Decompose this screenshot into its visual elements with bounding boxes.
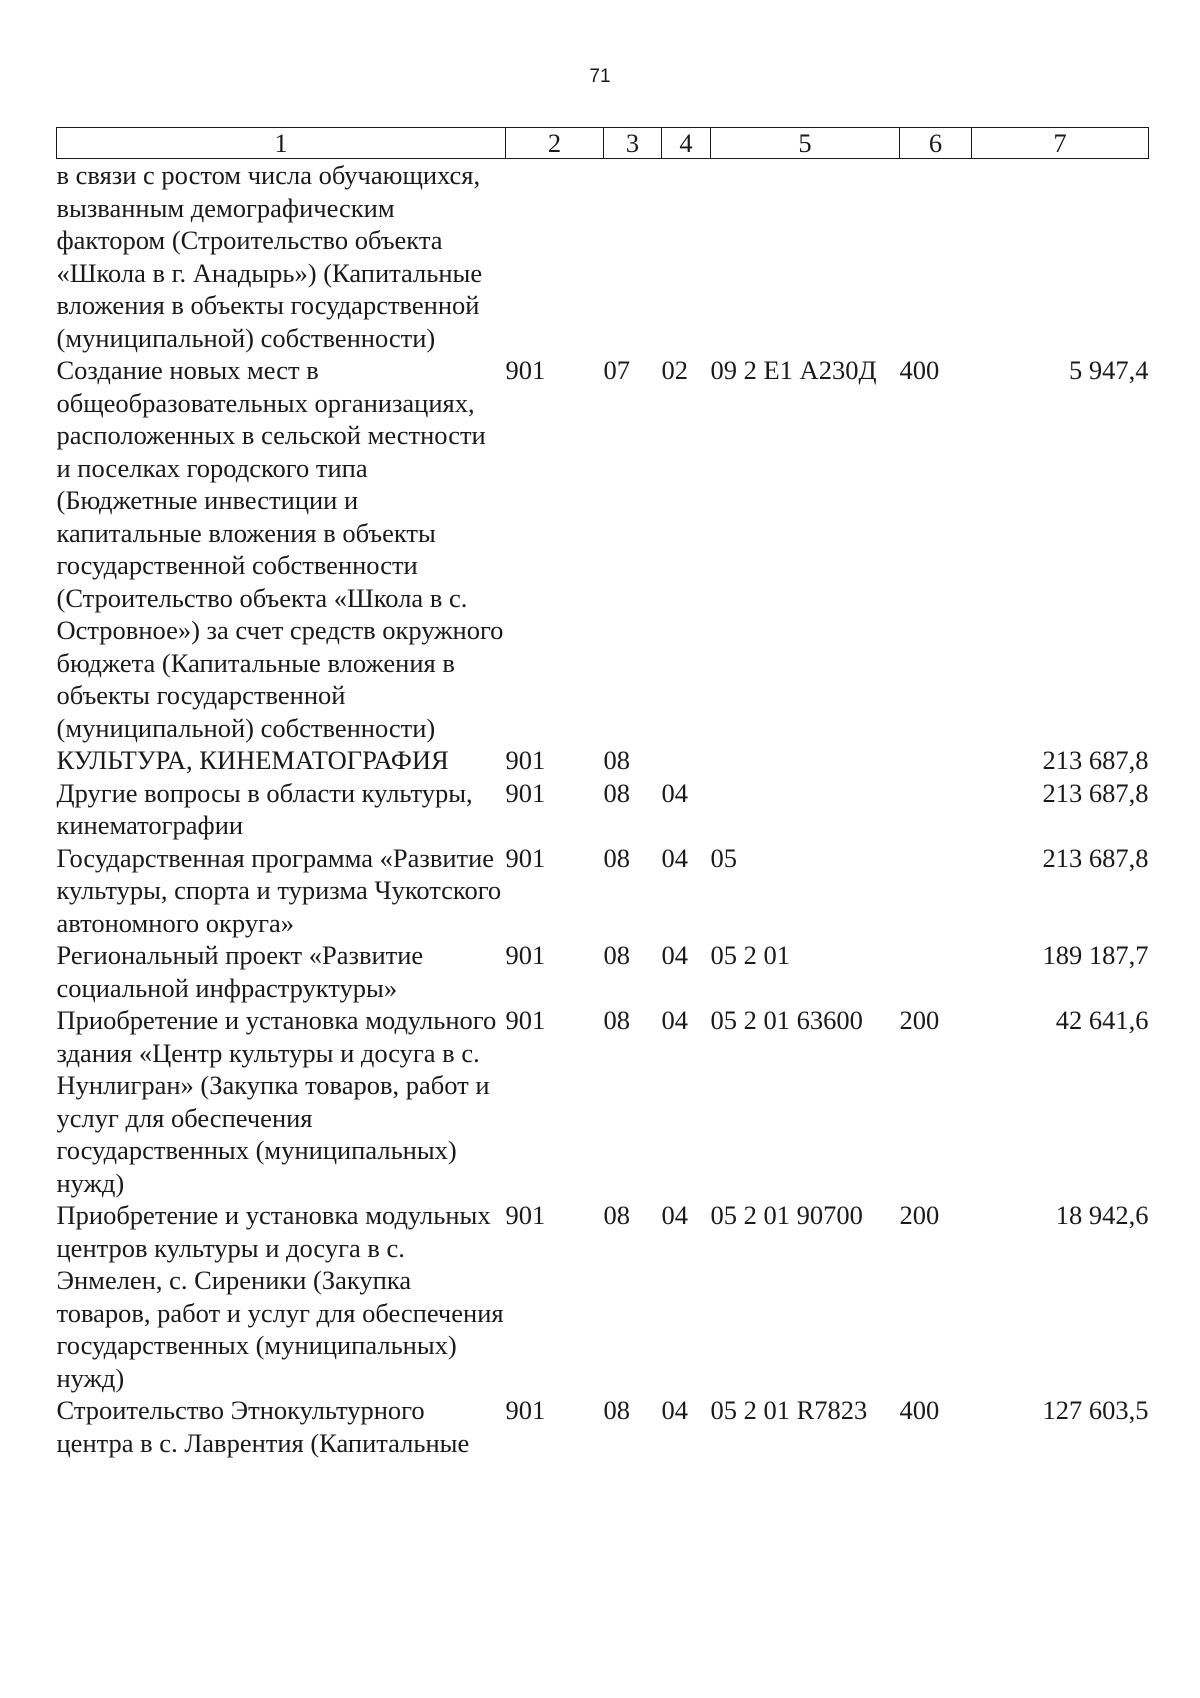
header-col-7: 7: [972, 128, 1149, 159]
row-expense-type: 200: [899, 1200, 940, 1230]
row-target-code: 05 2 01: [710, 940, 790, 970]
row-section-code: 07: [603, 355, 630, 385]
row-subsection-code: 04: [661, 940, 688, 970]
row-target-code: [711, 744, 900, 777]
row-amount: 213 687,8: [1042, 745, 1149, 775]
table-body: [57, 159, 1149, 1460]
row-amount: 42 641,6: [1055, 1005, 1149, 1035]
row-amount: [972, 159, 1149, 355]
table-row: [57, 1199, 1149, 1394]
row-expense-type: 200: [899, 1005, 940, 1035]
header-col-1: 1: [57, 128, 506, 159]
header-col-3: 3: [604, 128, 662, 159]
row-name: в связи с ростом числа обучающихся, вызванным демографическим фактором (Строительство объекта «Школа в г. Анадырь») (Капитальные вложения в объекты государственной (муниципальной) собственности): [56, 160, 483, 353]
row-target-code: 05 2 01 R7823: [710, 1395, 868, 1425]
budget-table: [56, 127, 1149, 1459]
row-name: Государственная программа «Развитие культуры, спорта и туризма Чукотского автономного округа»: [56, 842, 502, 938]
page-number: 71: [589, 66, 611, 87]
table-row: [57, 939, 1149, 1004]
row-name: Приобретение и установка модульного здания «Центр культуры и досуга в с. Нунлигран» (Закупка товаров, работ и услуг для обеспечения государственных (муниципальных) нужд): [56, 1005, 497, 1198]
row-target-code: 05 2 01 63600: [710, 1005, 863, 1035]
row-expense-type: [900, 777, 972, 842]
row-expense-type: [900, 744, 972, 777]
row-ministry-code: 901: [505, 777, 546, 808]
table-row: [57, 159, 1149, 355]
row-section-code: 08: [603, 1200, 630, 1230]
table-row: [57, 354, 1149, 744]
row-amount: 213 687,8: [1042, 777, 1149, 808]
row-subsection-code: 04: [661, 1005, 688, 1035]
row-subsection-code: [662, 159, 711, 355]
row-amount: 189 187,7: [1042, 940, 1149, 970]
header-col-4: 4: [662, 128, 711, 159]
row-name: Приобретение и установка модульных центров культуры и досуга в с. Энмелен, с. Сиреники (Закупка товаров, работ и услуг для обеспечения государственных (муниципальных) нужд): [56, 1200, 504, 1393]
row-subsection-code: [662, 744, 711, 777]
row-ministry-code: 901: [505, 745, 546, 775]
row-name: Другие вопросы в области культуры, кинематографии: [56, 777, 473, 840]
row-target-code: [711, 159, 900, 355]
row-section-code: 08: [603, 940, 630, 970]
row-amount: 5 947,4: [1069, 355, 1149, 385]
row-section-code: 08: [603, 777, 630, 808]
row-ministry-code: 901: [505, 1395, 546, 1425]
row-subsection-code: 04: [661, 842, 688, 873]
header-col-6: 6: [900, 128, 972, 159]
row-subsection-code: 04: [661, 777, 688, 808]
row-target-code: 05 2 01 90700: [710, 1200, 863, 1230]
row-ministry-code: [506, 159, 604, 355]
header-col-2: 2: [506, 128, 604, 159]
row-ministry-code: 901: [505, 355, 546, 385]
row-expense-type: [900, 939, 972, 1004]
row-ministry-code: 901: [505, 842, 546, 873]
row-name: Региональный проект «Развитие социальной инфраструктуры»: [56, 940, 424, 1003]
row-subsection-code: 04: [661, 1395, 688, 1425]
row-name: Строительство Этнокультурного центра в с. Лаврентия (Капитальные: [56, 1395, 470, 1458]
table-row: [57, 744, 1149, 777]
row-section-code: 08: [603, 1005, 630, 1035]
row-section-code: 08: [603, 842, 630, 873]
row-ministry-code: 901: [505, 1005, 546, 1035]
table-row: [57, 1394, 1149, 1459]
row-expense-type: [900, 159, 972, 355]
row-name: КУЛЬТУРА, КИНЕМАТОГРАФИЯ: [56, 745, 449, 775]
header-col-5: 5: [711, 128, 900, 159]
row-expense-type: 400: [899, 355, 940, 385]
table-row: [57, 777, 1149, 842]
table-row: [57, 1004, 1149, 1199]
table-header: [57, 128, 1149, 159]
row-subsection-code: 02: [661, 355, 688, 385]
row-target-code: 05: [710, 842, 737, 873]
row-section-code: [604, 159, 662, 355]
row-target-code: 09 2 E1 А230Д: [710, 355, 877, 385]
row-ministry-code: 901: [505, 1200, 546, 1230]
row-section-code: 08: [603, 745, 630, 775]
row-target-code: [711, 777, 900, 842]
row-expense-type: [900, 842, 972, 940]
row-name: Создание новых мест в общеобразовательных организациях, расположенных в сельской местности и поселках городского типа (Бюджетные инвестиции и капитальные вложения в объекты государственной собственности (Строительство объекта «Школа в с. Островное») за счет средств окружного бюджета (Капитальные вложения в объекты государственной (муниципальной) собственности): [56, 355, 504, 743]
row-expense-type: 400: [899, 1395, 940, 1425]
row-amount: 127 603,5: [1042, 1395, 1149, 1425]
row-amount: 213 687,8: [1042, 842, 1149, 873]
table-row: [57, 842, 1149, 940]
row-ministry-code: 901: [505, 940, 546, 970]
row-section-code: 08: [603, 1395, 630, 1425]
table-header-row: [57, 128, 1149, 159]
row-amount: 18 942,6: [1055, 1200, 1149, 1230]
row-subsection-code: 04: [661, 1200, 688, 1230]
